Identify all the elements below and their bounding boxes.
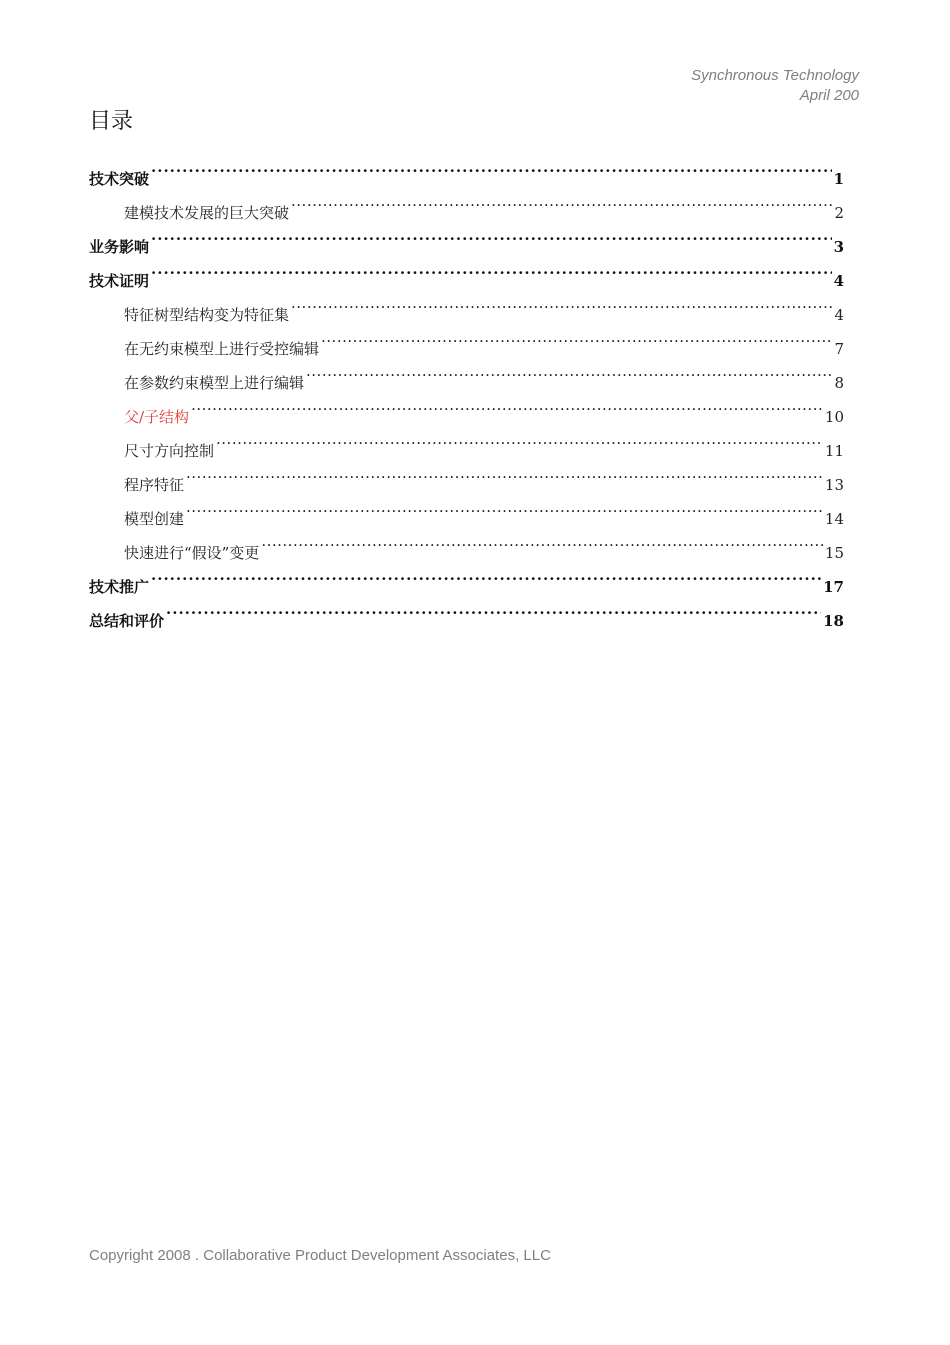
- toc-dot-leader: [306, 354, 832, 388]
- toc-dot-leader: [151, 558, 821, 592]
- toc-dot-leader: [151, 252, 832, 286]
- toc-entry[interactable]: [89, 592, 846, 630]
- header-date: April 200: [799, 87, 859, 104]
- toc-entry-label: 尺寸方向控制: [124, 442, 215, 460]
- toc-dot-leader: [321, 320, 832, 354]
- toc-entry[interactable]: [89, 388, 846, 426]
- toc-entry-page-number: 4: [834, 306, 844, 324]
- toc-entry-page-number: 7: [834, 340, 844, 358]
- toc-entry-label: 技术证明: [89, 272, 150, 290]
- toc-entry-label: 在参数约束模型上进行编辑: [124, 374, 305, 392]
- toc-entry-label: 特征树型结构变为特征集: [124, 306, 290, 324]
- toc-entry-page-number: 11: [824, 442, 844, 460]
- toc-dot-leader: [291, 286, 832, 320]
- toc-dot-leader: [261, 524, 823, 558]
- toc-dot-leader: [291, 184, 832, 218]
- toc-entry-label: 建模技术发展的巨大突破: [124, 204, 290, 222]
- toc-entry-page-number: 13: [824, 476, 844, 494]
- toc-entry-label: 父/子结构: [124, 408, 190, 426]
- toc-dot-leader: [191, 388, 823, 422]
- toc-entry-page-number: 8: [834, 374, 844, 392]
- toc-entry-label: 模型创建: [124, 510, 185, 528]
- page-header: [691, 66, 859, 106]
- toc-entry-page-number: 2: [834, 204, 844, 222]
- table-of-contents: [89, 150, 846, 630]
- toc-entry[interactable]: [89, 150, 846, 188]
- toc-dot-leader: [186, 456, 823, 490]
- toc-entry-page-number: 17: [823, 578, 844, 596]
- toc-entry[interactable]: [89, 422, 846, 460]
- toc-title: 目录: [89, 109, 134, 134]
- toc-entry[interactable]: [89, 184, 846, 222]
- toc-entry[interactable]: [89, 490, 846, 528]
- toc-dot-leader: [151, 150, 832, 184]
- toc-entry-label: 快速进行“假设”变更: [124, 544, 260, 562]
- toc-entry[interactable]: [89, 252, 846, 290]
- toc-entry-page-number: 14: [824, 510, 844, 528]
- toc-entry-label: 技术突破: [89, 170, 150, 188]
- toc-entry[interactable]: [89, 558, 846, 596]
- toc-entry-label: 在无约束模型上进行受控编辑: [124, 340, 320, 358]
- toc-entry-label: 总结和评价: [89, 612, 165, 630]
- toc-entry-label: 业务影响: [89, 238, 150, 256]
- header-title: Synchronous Technology: [691, 67, 859, 84]
- toc-entry-label: 技术推广: [89, 578, 150, 596]
- toc-entry-page-number: 1: [833, 170, 844, 188]
- toc-dot-leader: [216, 422, 823, 456]
- toc-entry-label: 程序特征: [124, 476, 185, 494]
- toc-entry-page-number: 18: [823, 612, 844, 630]
- toc-entry[interactable]: [89, 286, 846, 324]
- copyright-footer: Copyright 2008 . Collaborative Product Development Associates, LLC: [89, 1247, 551, 1264]
- toc-entry[interactable]: [89, 456, 846, 494]
- toc-dot-leader: [166, 592, 821, 626]
- toc-entry-page-number: 3: [833, 238, 844, 256]
- toc-entry-page-number: 4: [833, 272, 844, 290]
- toc-entry-page-number: 10: [824, 408, 844, 426]
- toc-dot-leader: [151, 218, 832, 252]
- toc-entry[interactable]: [89, 218, 846, 256]
- toc-dot-leader: [186, 490, 823, 524]
- toc-entry-page-number: 15: [824, 544, 844, 562]
- toc-entry[interactable]: [89, 524, 846, 562]
